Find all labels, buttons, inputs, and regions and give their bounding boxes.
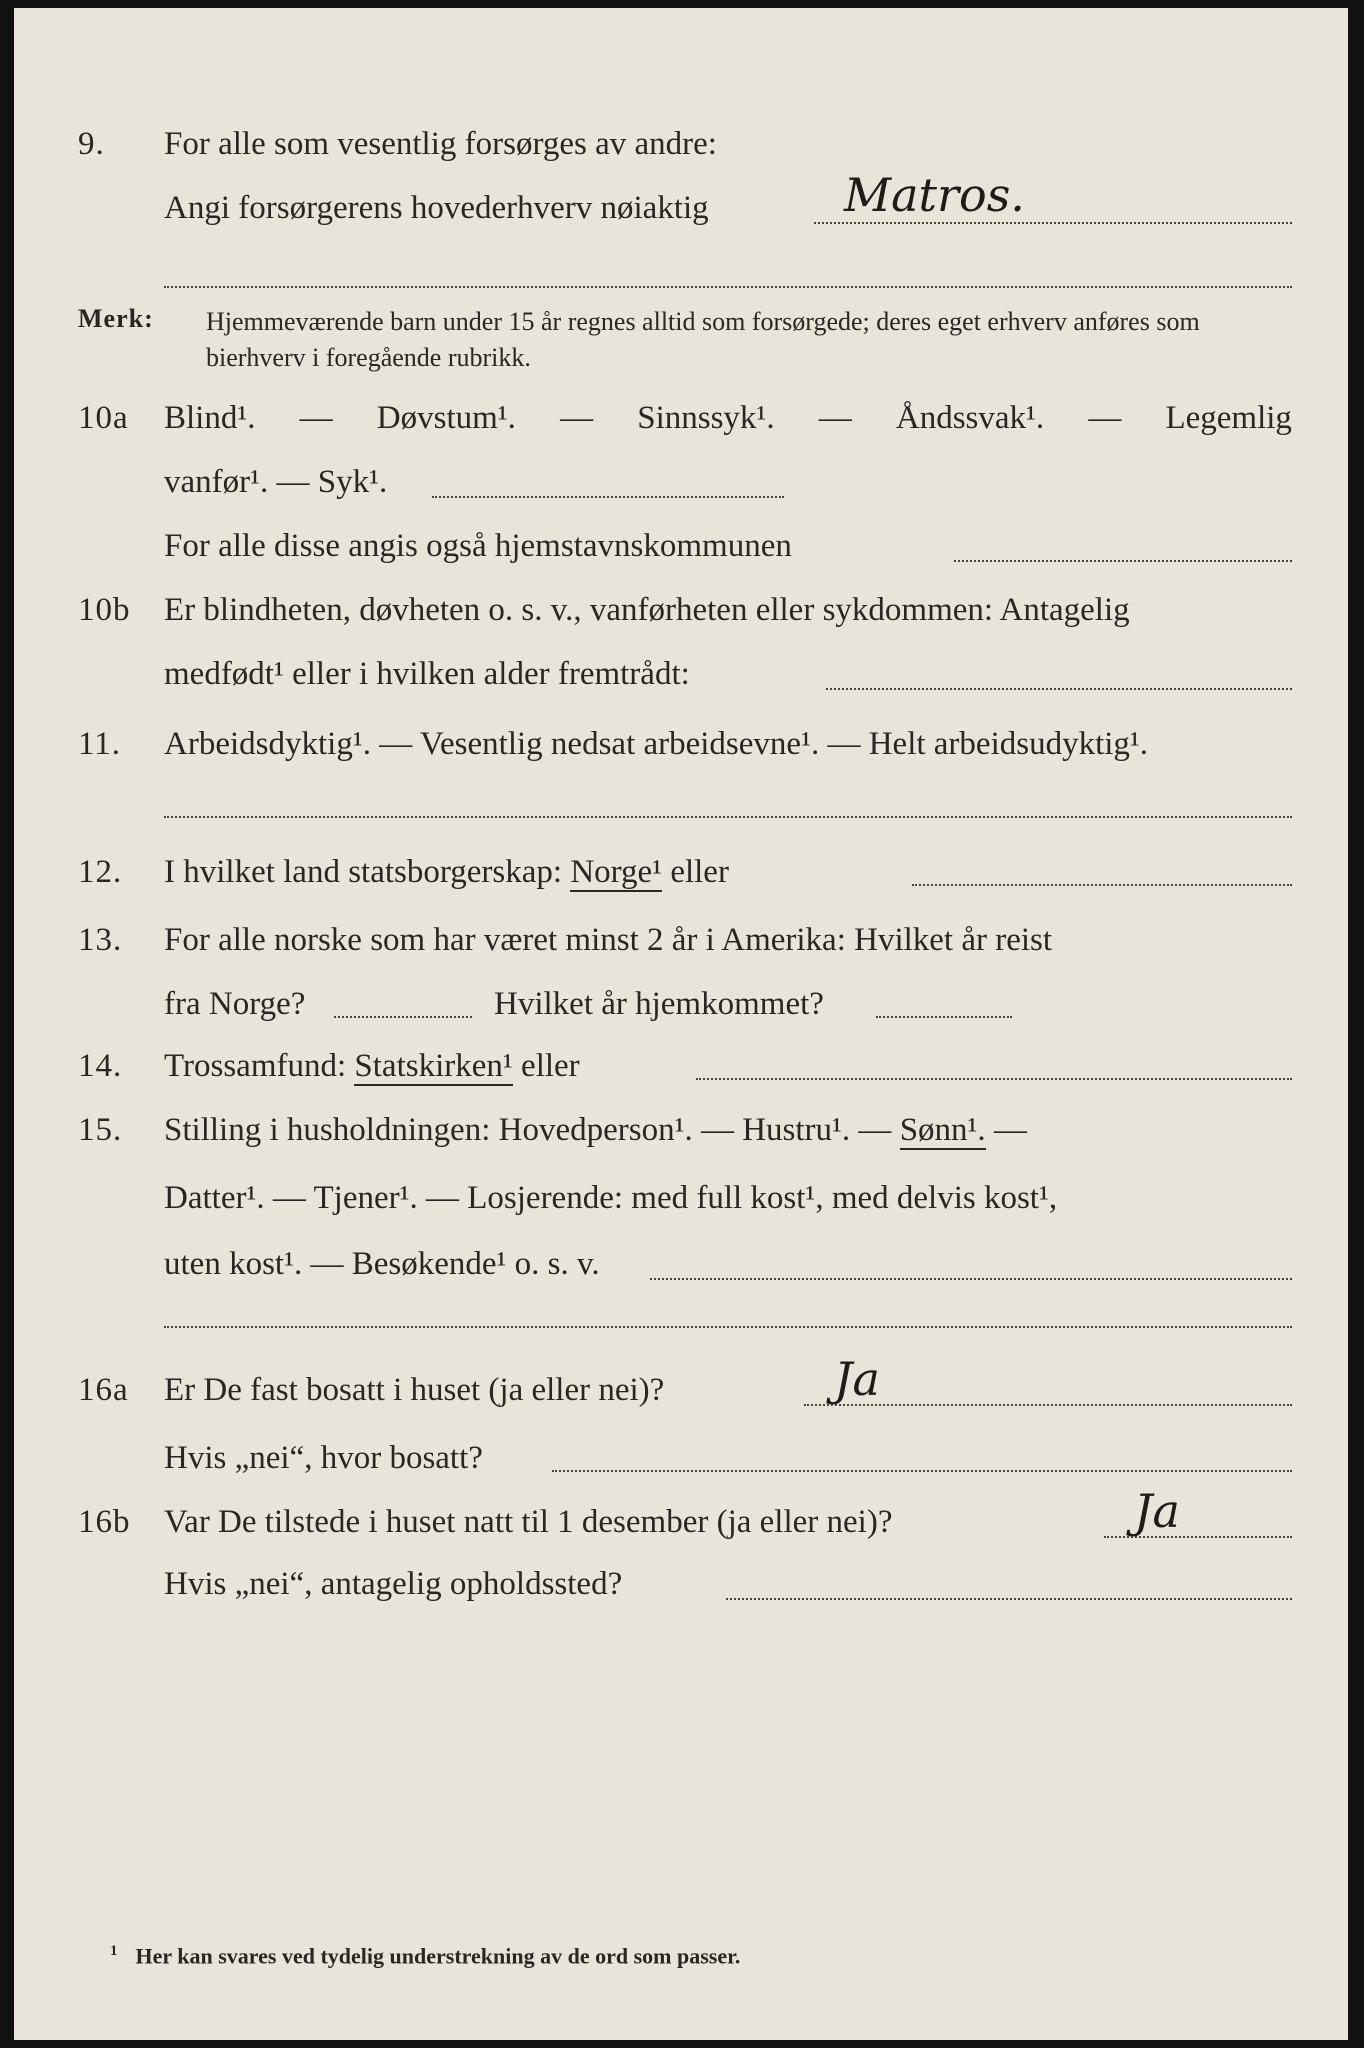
q10a-line3: For alle disse angis også hjemstavnskommunen xyxy=(164,528,792,564)
q10a-term: Sinnssyk¹. xyxy=(637,400,775,436)
q12-underlined-answer: Norge¹ xyxy=(570,854,663,890)
q10a-term: Blind¹. xyxy=(164,400,256,436)
q15-line3: uten kost¹. — Besøkende¹ o. s. v. xyxy=(164,1246,600,1282)
q10a-number: 10a xyxy=(78,400,129,436)
q15-options: Stilling i husholdningen: Hovedperson¹. — Hustru¹. — xyxy=(164,1112,892,1148)
q10a-dash: — xyxy=(299,400,333,436)
q13-line2a: fra Norge? xyxy=(164,986,306,1022)
q13-number: 13. xyxy=(78,922,123,958)
q15-underlined-answer: Sønn¹. xyxy=(899,1112,986,1148)
q15-number: 15. xyxy=(78,1112,123,1148)
q13-line1: For alle norske som har været minst 2 år i Amerika: Hvilket år reist xyxy=(164,922,1053,958)
q10b-line1: Er blindheten, døvheten o. s. v., vanførheten eller sykdommen: Antagelig xyxy=(164,592,1130,628)
q16b-handwritten-answer: Ja xyxy=(1134,1484,1180,1538)
q16b-number: 16b xyxy=(78,1504,131,1540)
census-form-page xyxy=(14,8,1348,2040)
q9-line1: For alle som vesentlig forsørges av andre: xyxy=(164,126,717,162)
q16a-line1: Er De fast bosatt i huset (ja eller nei)? xyxy=(164,1372,665,1408)
q10b-answer-line xyxy=(826,688,1292,690)
q11-number: 11. xyxy=(78,726,122,762)
q10a-dash: — xyxy=(1088,400,1122,436)
q15-line1 xyxy=(164,1112,1027,1149)
q16a-handwritten-answer: Ja xyxy=(834,1352,880,1406)
q15-dash: — xyxy=(993,1112,1027,1148)
q14-prefix: Trossamfund: xyxy=(164,1048,347,1084)
q11-line1: Arbeidsdyktig¹. — Vesentlig nedsat arbeidsevne¹. — Helt arbeidsudyktig¹. xyxy=(164,726,1149,762)
q16b-line2: Hvis „nei“, antagelig opholdssted? xyxy=(164,1566,623,1602)
q10a-term: Legemlig xyxy=(1165,400,1292,436)
merk-label: Merk: xyxy=(78,304,154,333)
q16a-number: 16a xyxy=(78,1372,129,1408)
q12-line xyxy=(164,854,729,891)
q9-extra-line xyxy=(164,286,1292,288)
q13-return-line xyxy=(876,1016,1012,1018)
q10a-answer-line xyxy=(432,496,784,498)
q16b-answer-line xyxy=(1104,1536,1292,1538)
q10a-term: Åndssvak¹. xyxy=(895,400,1045,436)
q14-line xyxy=(164,1048,580,1085)
q14-number: 14. xyxy=(78,1048,123,1084)
q9-line2: Angi forsørgerens hovederhverv nøiaktig xyxy=(164,190,709,226)
q16a-answer-line xyxy=(804,1404,1292,1406)
q10a-line1 xyxy=(164,400,1292,437)
q10a-hometown-line xyxy=(954,560,1292,562)
q9-handwritten-answer: Matros. xyxy=(844,168,1025,222)
q10a-dash: — xyxy=(818,400,852,436)
q10b-number: 10b xyxy=(78,592,131,628)
q13-departure-line xyxy=(334,1016,472,1018)
q9-number: 9. xyxy=(78,126,105,162)
q14-suffix: eller xyxy=(521,1048,580,1084)
q15-line2: Datter¹. — Tjener¹. — Losjerende: med full kost¹, med delvis kost¹, xyxy=(164,1180,1058,1216)
q12-number: 12. xyxy=(78,854,123,890)
footnote-mark: 1 xyxy=(110,1943,118,1959)
q10a-dash: — xyxy=(560,400,594,436)
q16b-location-line xyxy=(726,1598,1292,1600)
q15-extra-line xyxy=(164,1326,1292,1328)
q10b-line2: medfødt¹ eller i hvilken alder fremtrådt: xyxy=(164,656,690,692)
q12-prefix: I hvilket land statsborgerskap: xyxy=(164,854,563,890)
footnote xyxy=(110,1943,740,1969)
footnote-text: Her kan svares ved tydelig understrekning av de ord som passer. xyxy=(135,1943,741,1969)
q14-answer-line xyxy=(696,1078,1292,1080)
q9-answer-line xyxy=(814,222,1292,224)
q16a-residence-line xyxy=(552,1470,1292,1472)
q12-answer-line xyxy=(912,884,1292,886)
q14-underlined-answer: Statskirken¹ xyxy=(354,1048,513,1084)
q12-suffix: eller xyxy=(670,854,729,890)
q16b-line1: Var De tilstede i huset natt til 1 desember (ja eller nei)? xyxy=(164,1504,893,1540)
q15-answer-line xyxy=(650,1278,1292,1280)
q11-extra-line xyxy=(164,816,1292,818)
q13-line2b: Hvilket år hjemkommet? xyxy=(494,986,824,1022)
q10a-term: Døvstum¹. xyxy=(376,400,516,436)
q16a-line2: Hvis „nei“, hvor bosatt? xyxy=(164,1440,483,1476)
q10a-line2: vanfør¹. — Syk¹. xyxy=(164,464,388,500)
merk-note: Hjemmeværende barn under 15 år regnes alltid som forsørgede; deres eget erhverv anføres som bierhverv i foregående rubrikk. xyxy=(206,307,1200,372)
